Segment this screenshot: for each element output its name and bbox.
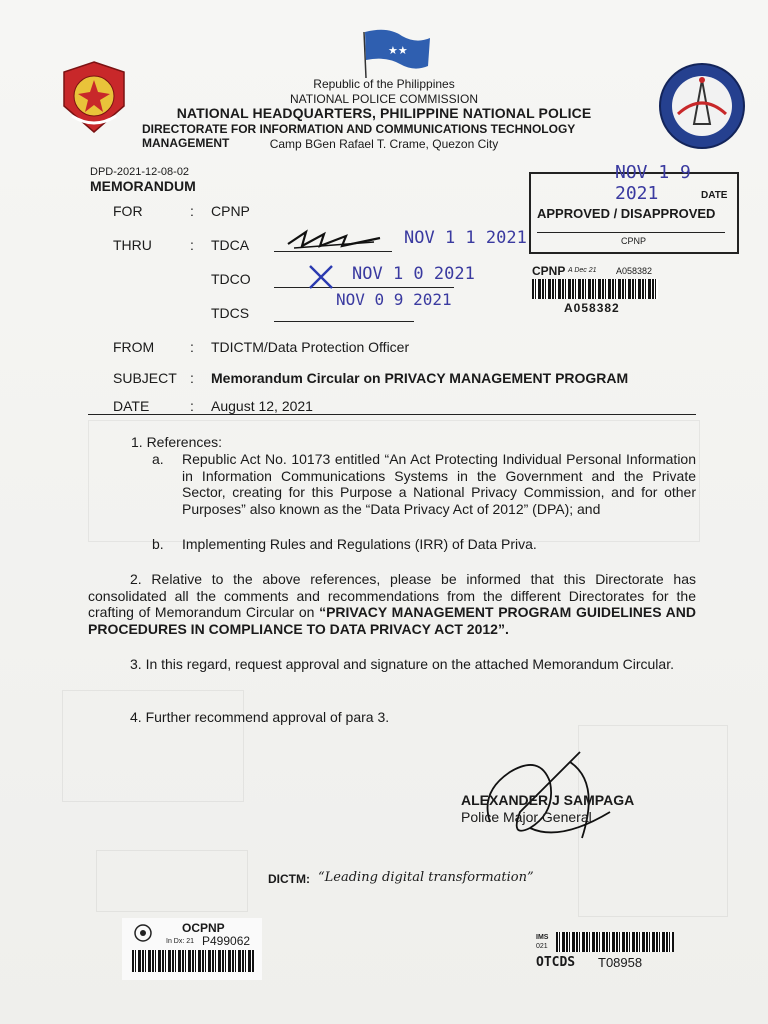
cpnp-barcode-label [532,264,662,318]
otcds-barcode [556,932,674,952]
ocpnp-barcode [132,950,254,972]
paragraph-3: 3. In this regard, request approval and signature on the attached Memorandum Circular. [130,656,674,672]
approval-status-label: APPROVED / DISAPPROVED [537,206,716,221]
for-value: CPNP [211,203,250,219]
bleed-through-mark [96,850,248,912]
subject-colon: : [190,370,194,386]
tdco-received-date: NOV 1 0 2021 [352,264,475,284]
cpnp-code-label: CPNP [532,264,566,278]
date-colon: : [190,398,194,414]
ocpnp-id: P499062 [202,934,251,948]
reference-b-text: Implementing Rules and Regulations (IRR) of Data Priva. [182,536,537,552]
cpnp-code-id: A058382 [616,266,653,276]
ocpnp-date: In Dx: 21 [166,938,195,945]
from-colon: : [190,339,194,355]
otcds-code-small: IMS [536,934,549,941]
references-heading: 1. References: [131,434,223,450]
document-reference: DPD-2021-12-08-02 [90,166,190,178]
svg-text:★★: ★★ [388,44,408,57]
cpnp-received-date: NOV 1 9 2021 [615,162,691,204]
paragraph-2-title: “PRIVACY MANAGEMENT PROGRAM GUIDELINES AND PROCEDURES IN COMPLIANCE TO DATA PRIVACY ACT 2012”. [88,604,697,637]
paragraph-2-text: 2. Relative to the above references, please be informed that this Directorate has consolidated all the comments and recommendations from the different Directorates for the crafting of Memorandum Circular on [88,571,696,620]
paragraph-4: 4. Further recommend approval of para 3. [130,709,390,725]
tdco-signature-line [274,287,454,288]
tdca-received-date: NOV 1 1 2021 [404,228,527,248]
date-value: August 12, 2021 [211,398,313,414]
cpnp-code-date: A Dec 21 [568,267,597,274]
routing-divider [88,414,696,415]
for-colon: : [190,203,194,219]
header-republic: Republic of the Philippines [313,77,455,91]
otcds-id: T08958 [598,955,643,970]
otcds-barcode-label [534,928,678,976]
thru-label: THRU [113,237,152,253]
ocpnp-seal-icon [134,922,152,944]
ocpnp-label: OCPNP [182,921,225,935]
cpnp-approval-stamp [529,162,739,254]
stamp-signature-line [537,232,725,233]
from-value: TDICTM/Data Protection Officer [211,339,410,355]
tdcs-received-date: NOV 0 9 2021 [336,290,452,309]
for-label: FOR [113,203,143,219]
reference-a-text: Republic Act No. 10173 entitled “An Act Protecting Individual Personal Information in Information Communications Systems in the Government and the Private Sector, creating for this Purpose a National Privacy Commission, and for other Purposes” also known as the “Data Privacy Act of 2012” (DPA); and [182,451,696,517]
footer-motto: “Leading digital transformation” [318,870,534,885]
document-type: MEMORANDUM [90,178,196,194]
header-napolcom: NATIONAL POLICE COMMISSION [289,92,479,106]
tdcs-label: TDCS [211,305,250,321]
cpnp-barcode-id: A058382 [564,301,620,315]
subject-value: Memorandum Circular on PRIVACY MANAGEMENT PROGRAM [211,370,629,386]
header-nhq-pnp: NATIONAL HEADQUARTERS, PHILIPPINE NATIONAL POLICE [176,105,592,121]
footer-label: DICTM: [268,872,310,886]
ocpnp-barcode-label [122,918,262,980]
cpnp-barcode [532,279,658,299]
from-label: FROM [113,339,155,355]
flag-icon [358,28,434,80]
tdca-signature-icon [284,226,384,257]
tdcs-signature-line [274,321,414,322]
subject-label: SUBJECT [113,370,177,386]
reference-a-marker: a. [152,451,164,467]
header-address: Camp BGen Rafael T. Crame, Quezon City [269,137,499,151]
otcds-code-year: 021 [536,943,548,950]
thru-colon: : [190,237,194,253]
tdco-label: TDCO [211,271,251,287]
otcds-label: OTCDS [536,955,576,970]
stamp-date-label: DATE [701,190,728,201]
reference-b-marker: b. [152,536,164,552]
signatory-title: Police Major General [461,809,592,825]
paragraph-2 [88,571,696,637]
date-label: DATE [113,398,150,414]
tdco-signature-icon [306,262,336,297]
tdca-label: TDCA [211,237,250,253]
bleed-through-mark [62,690,244,802]
header-directorate: DIRECTORATE FOR INFORMATION AND COMMUNICATIONS TECHNOLOGY MANAGEMENT [142,122,576,150]
stamp-cpnp-label: CPNP [621,236,647,246]
signatory-name: ALEXANDER J SAMPAGA [461,792,635,808]
